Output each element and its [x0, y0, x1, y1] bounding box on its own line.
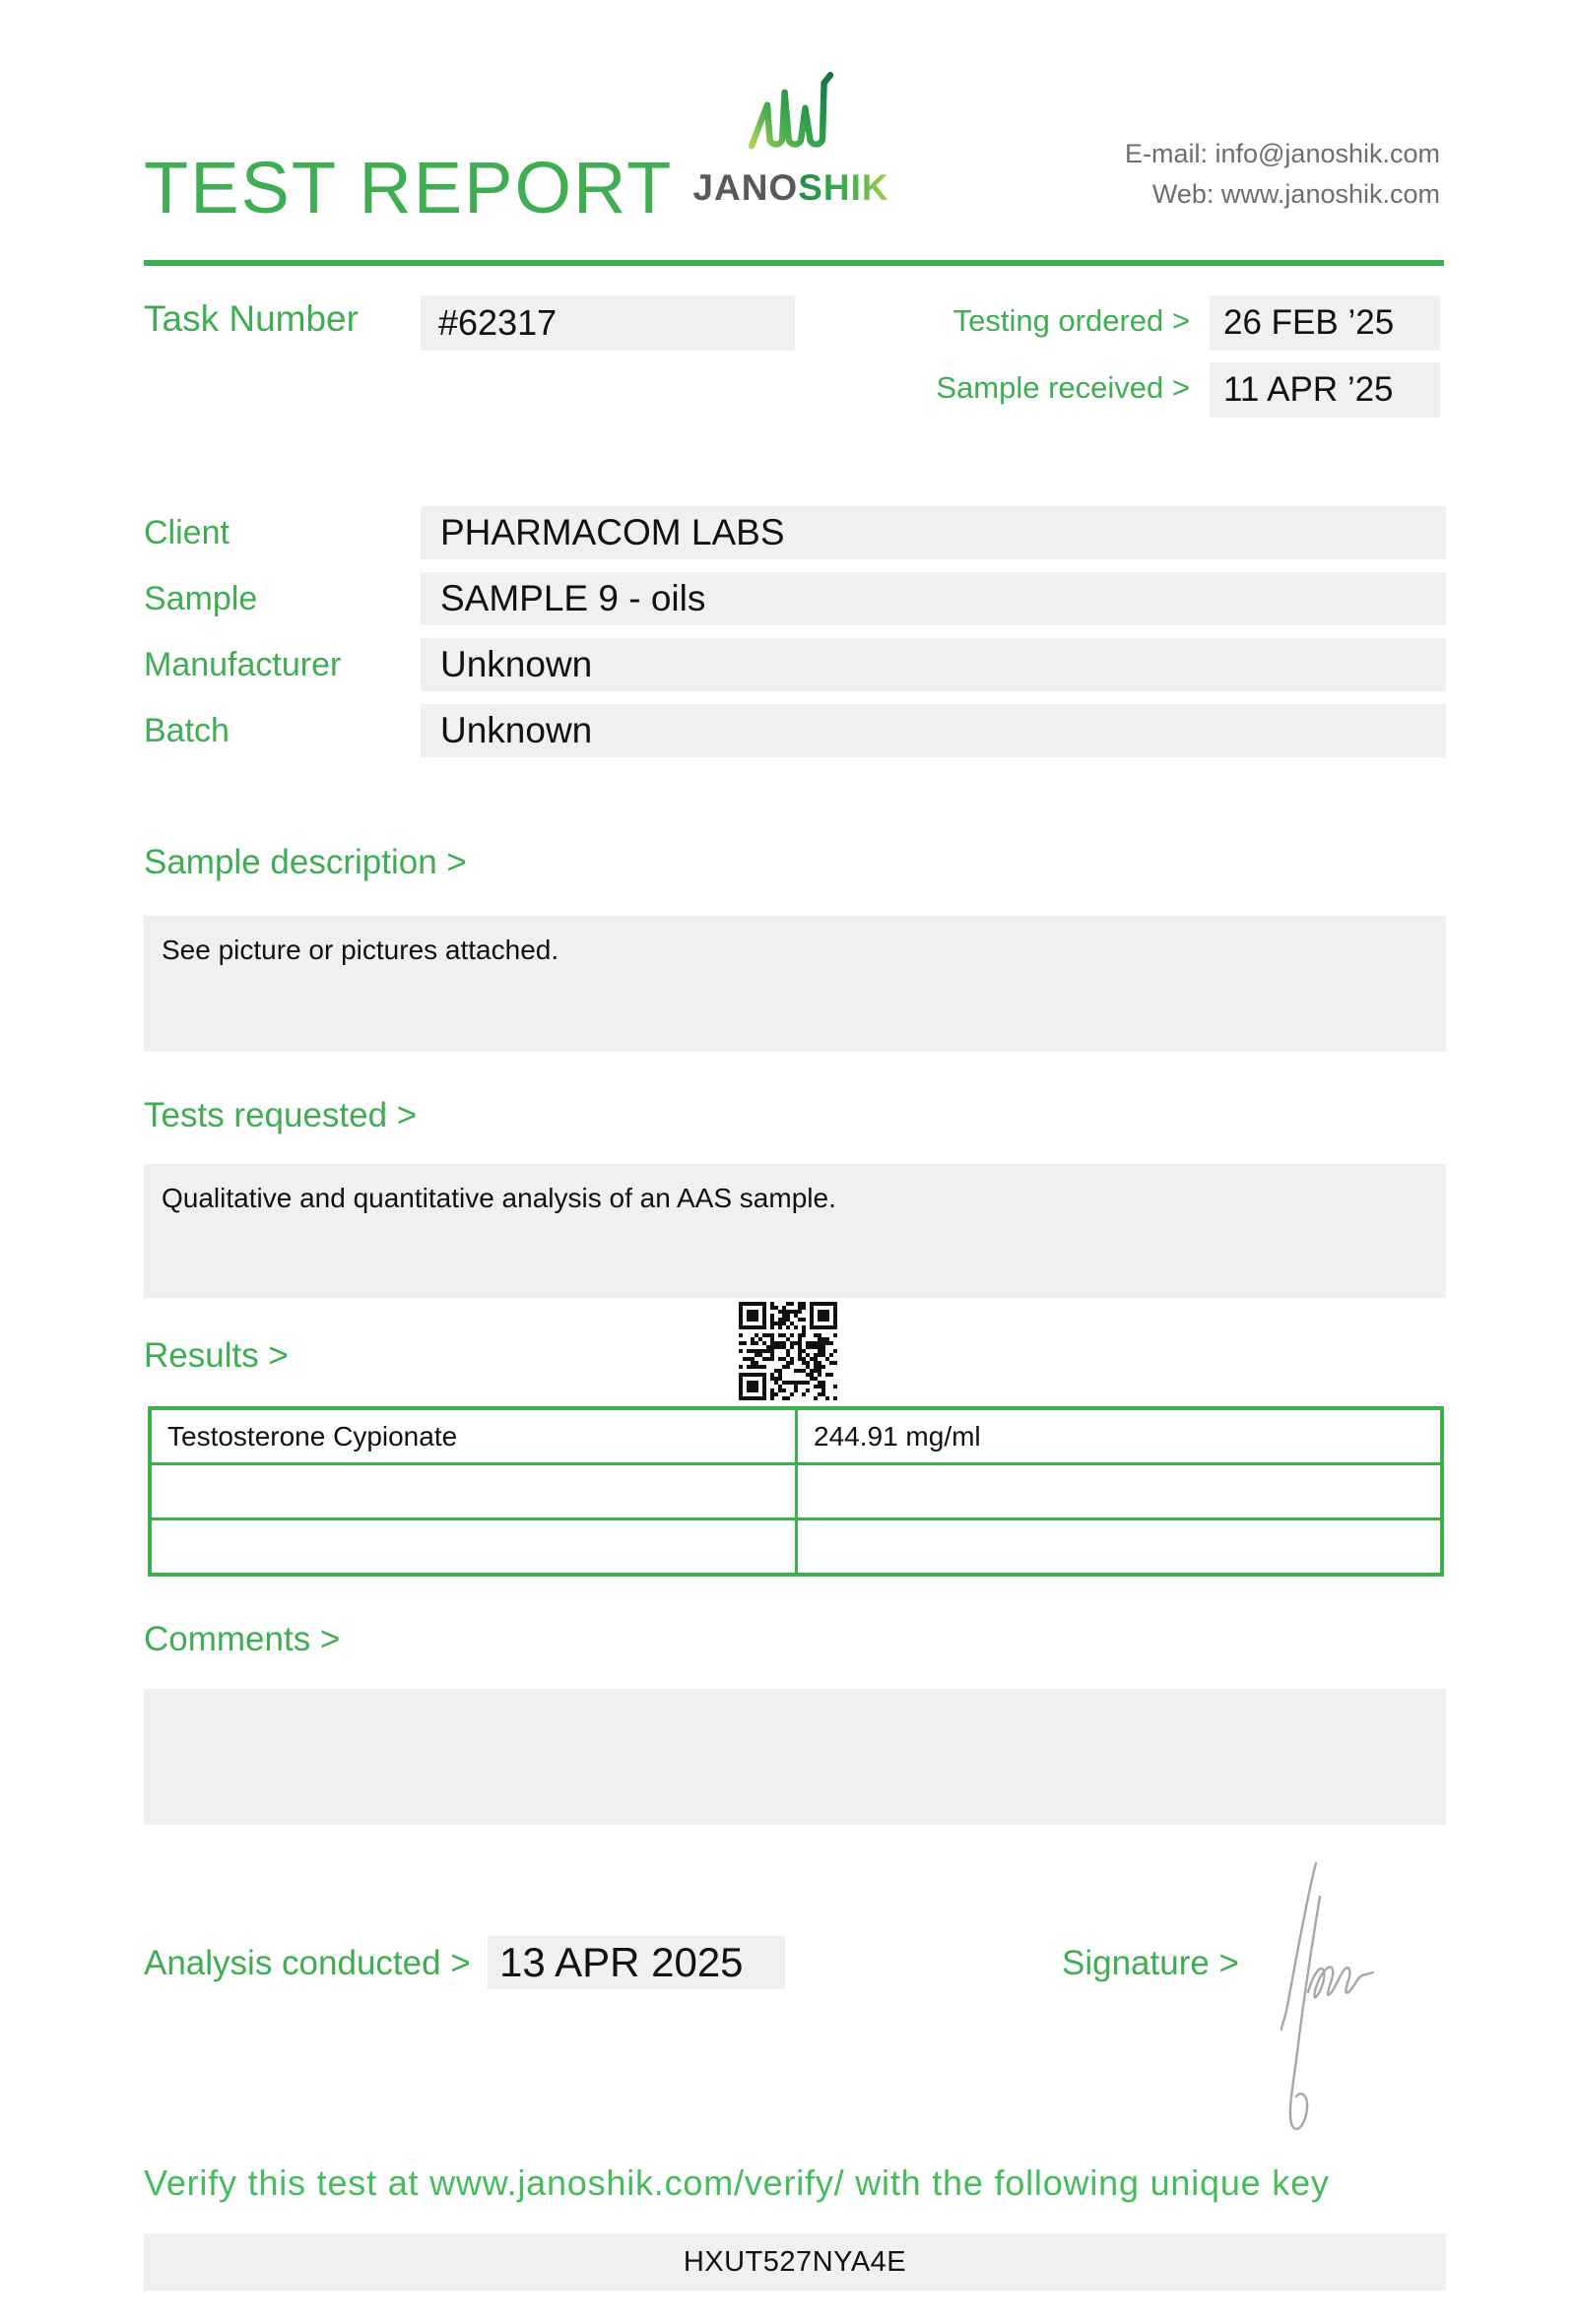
results-table — [148, 1406, 1444, 1577]
web-value: www.janoshik.com — [1220, 179, 1440, 209]
manufacturer-label: Manufacturer — [144, 646, 342, 683]
client-value: PHARMACOM LABS — [440, 512, 785, 552]
comments-heading: Comments > — [144, 1620, 341, 1658]
sample-label: Sample — [144, 580, 258, 617]
sample-received-value: 11 APR ’25 — [1223, 370, 1394, 409]
verify-key-box — [144, 2233, 1446, 2291]
testing-ordered-value: 26 FEB ’25 — [1223, 303, 1395, 342]
contact-block — [1125, 134, 1440, 215]
sample-description-box — [144, 916, 1446, 1052]
logo-wordmark — [683, 167, 899, 209]
manufacturer-box — [421, 638, 1446, 691]
result-value-cell — [798, 1465, 1440, 1517]
growth-chart-icon — [744, 65, 838, 165]
batch-value: Unknown — [440, 710, 593, 750]
qr-code — [739, 1302, 837, 1400]
tests-requested-box — [144, 1164, 1446, 1298]
signature-scribble — [1269, 1853, 1564, 2149]
web-label: Web: — [1151, 179, 1215, 209]
client-label: Client — [144, 514, 230, 551]
analysis-date-box — [488, 1936, 785, 1989]
result-value-cell — [798, 1520, 1440, 1573]
result-analyte-cell: Testosterone Cypionate — [152, 1410, 795, 1462]
tests-requested-text: Qualitative and quantitative analysis of an AAS sample. — [162, 1183, 836, 1213]
results-heading: Results > — [144, 1336, 289, 1375]
verify-key-value: HXUT527NYA4E — [683, 2246, 907, 2278]
testing-ordered-box — [1210, 295, 1440, 351]
janoshik-logo — [683, 65, 899, 209]
contact-email-line — [1125, 134, 1440, 174]
sample-received-label: Sample received > — [936, 370, 1190, 405]
signature-label: Signature > — [1062, 1944, 1239, 1982]
logo-wordmark-right: SHIK — [798, 167, 889, 208]
logo-wordmark-left: JANO — [692, 167, 799, 208]
comments-box — [144, 1689, 1446, 1825]
task-number-label: Task Number — [144, 298, 359, 339]
tests-requested-heading: Tests requested > — [144, 1096, 418, 1134]
email-label: E-mail: — [1124, 139, 1208, 168]
page-title: TEST REPORT — [144, 147, 674, 228]
analysis-conducted-label: Analysis conducted > — [144, 1944, 471, 1982]
client-box — [421, 506, 1446, 559]
sample-value: SAMPLE 9 - oils — [440, 578, 706, 618]
task-number-box — [421, 295, 795, 351]
contact-web-line — [1125, 174, 1440, 215]
testing-ordered-label: Testing ordered > — [952, 303, 1190, 338]
sample-description-heading: Sample description > — [144, 843, 467, 881]
result-analyte-cell — [152, 1520, 795, 1573]
email-value: info@janoshik.com — [1215, 139, 1440, 168]
header-divider — [144, 260, 1444, 266]
comments-text — [144, 1689, 1446, 1720]
result-analyte-cell — [152, 1465, 795, 1517]
sample-box — [421, 572, 1446, 625]
task-number-value: #62317 — [438, 302, 558, 343]
result-value-cell: 244.91 mg/ml — [798, 1410, 1440, 1462]
sample-description-text: See picture or pictures attached. — [162, 935, 559, 965]
manufacturer-value: Unknown — [440, 644, 593, 684]
sample-received-box — [1210, 362, 1440, 418]
batch-label: Batch — [144, 712, 230, 749]
verify-instruction: Verify this test at www.janoshik.com/verify/ with the following unique key — [144, 2163, 1330, 2203]
analysis-date-value: 13 APR 2025 — [499, 1939, 744, 1985]
batch-box — [421, 704, 1446, 757]
